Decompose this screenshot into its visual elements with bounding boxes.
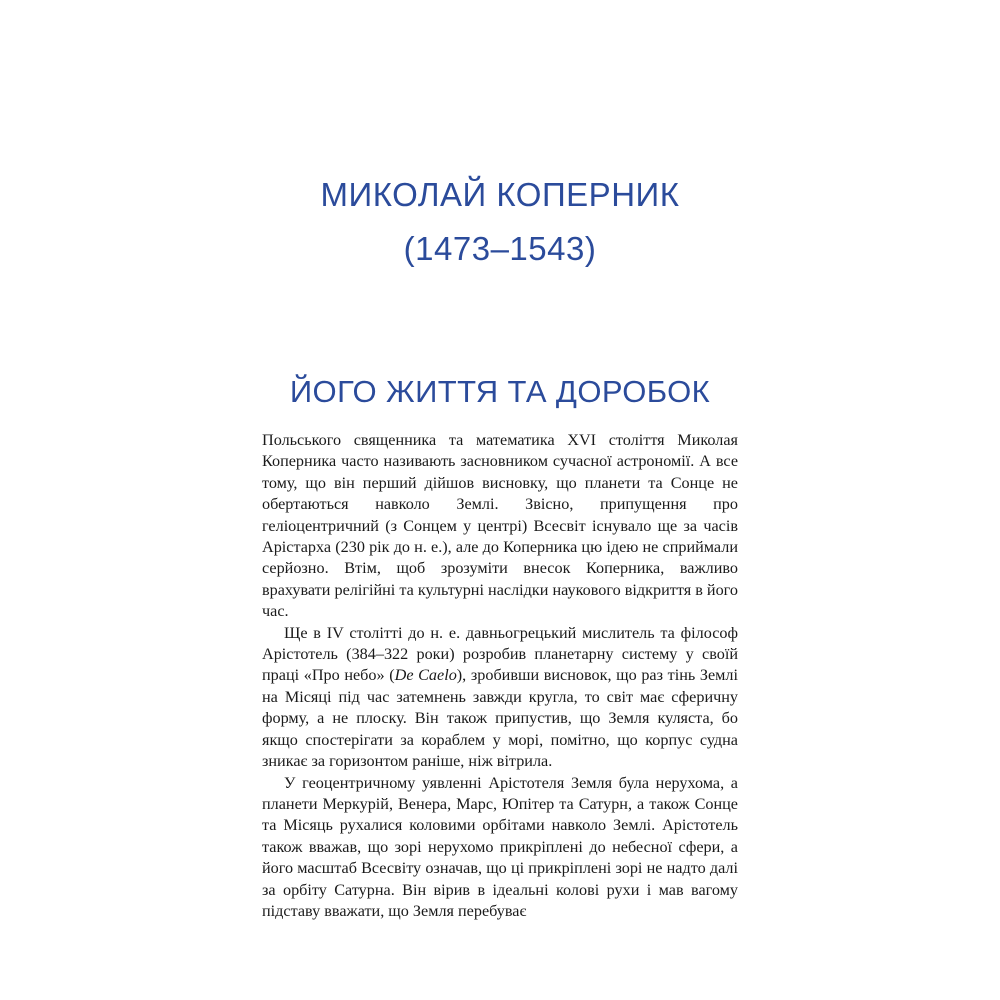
body-text — [262, 430, 738, 922]
paragraph-2-part-1: Ще в IV столітті до н. е. давньогрецький мислитель та філософ Арістотель (384–322 роки) розробив планетарну систему у своїй праці «Про небо» ( — [262, 623, 738, 685]
author-name: МИКОЛАЙ КОПЕРНИК — [320, 176, 680, 213]
paragraph-2 — [262, 623, 738, 773]
paragraph-1: Польського священника та математика XVI століття Миколая Коперника часто називають засновником сучасної астрономії. А все тому, що він перший дійшов висновку, що планети та Сонце не обертаються навколо Землі. Звісно, припущення про геліоцентричний (з Сонцем у центрі) Всесвіт існувало ще за часів Арістарха (230 рік до н. е.), але до Коперника цю ідею не сприймали серйозно. Втім, щоб зрозуміти внесок Коперника, важливо врахувати релігійні та культурні наслідки наукового відкриття в його час. — [262, 431, 738, 621]
paragraph-2-part-2: ), зробивши висновок, що раз тінь Землі на Місяці під час затемнень завжди кругла, то світ має сферичну форму, а не плоску. Він також припустив, що Земля куляста, бо якщо спостерігати за кораблем у морі, помітно, що корпус судна зникає за горизонтом раніше, ніж вітрила. — [262, 666, 738, 771]
section-title: ЙОГО ЖИТТЯ ТА ДОРОБОК — [289, 374, 711, 409]
author-years: (1473–1543) — [403, 230, 597, 267]
paragraph-2-latin-title: De Caelo — [394, 666, 457, 685]
author-heading — [0, 168, 1000, 276]
paragraph-3: У геоцентричному уявленні Арістотеля Земля була нерухома, а планети Меркурій, Венера, Марс, Юпітер та Сатурн, а також Сонце та Місяць рухалися коловими орбітами навколо Землі. Арістотель також вважав, що зорі нерухомо прикріплені до небесної сфери, а його масштаб Всесвіту означав, що ці прикріплені зорі не надто далі за орбіту Сатурна. Він вірив в ідеальні колові рухи і мав вагому підставу вважати, що Земля перебуває — [262, 773, 738, 920]
